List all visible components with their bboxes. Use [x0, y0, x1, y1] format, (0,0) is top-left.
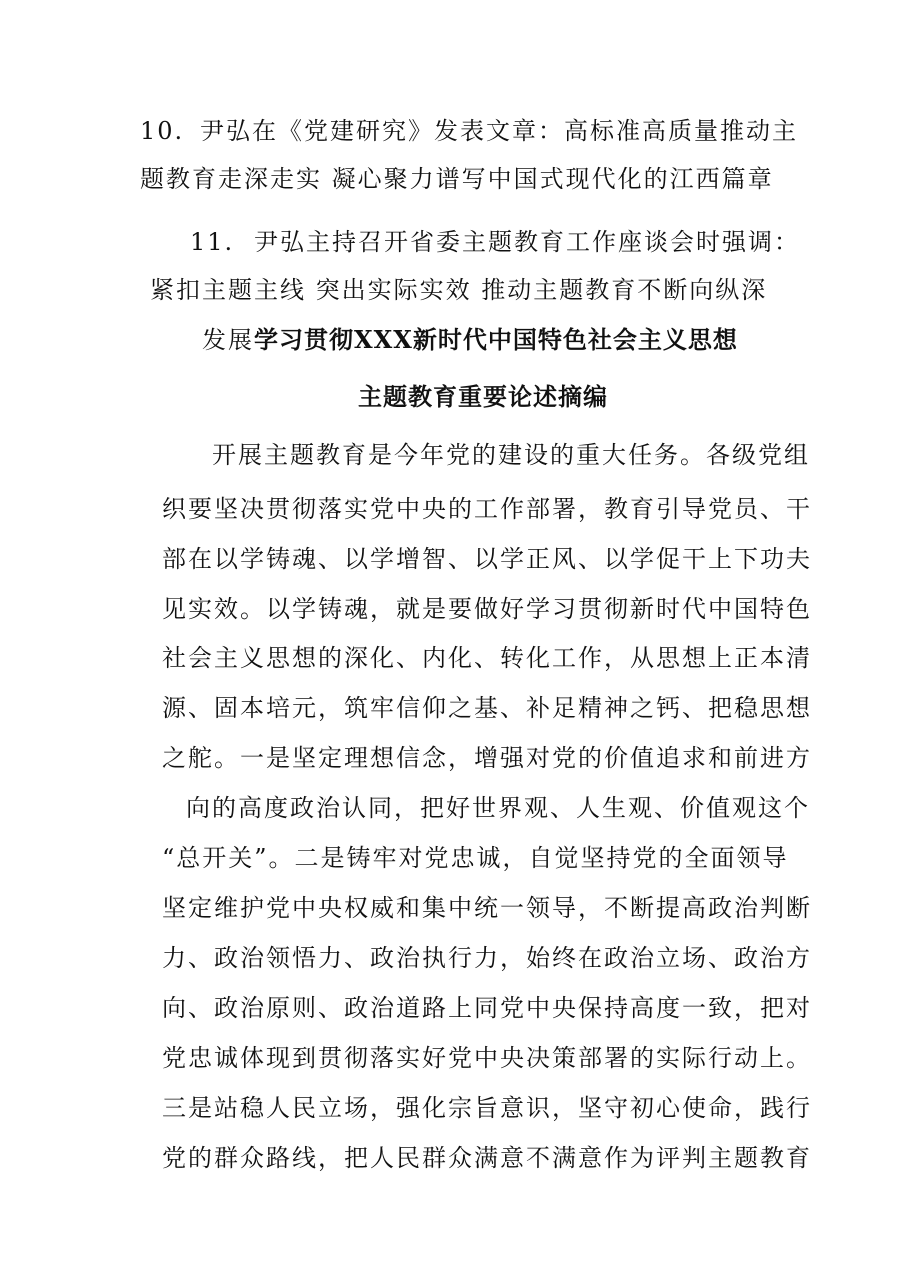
item-11-number: 11.: [190, 228, 235, 256]
item-11-line-3-with-heading: [202, 325, 738, 355]
heading-line-2: 主题教育重要论述摘编: [358, 382, 608, 411]
body-line-11: 力、政治领悟力、政治执行力，始终在政治立场、政治方: [162, 944, 812, 972]
item-10-number: 10.: [140, 117, 185, 145]
body-line-10: 坚定维护党中央权威和集中统一领导，不断提高政治判断: [162, 894, 812, 922]
body-line-3: 部在以学铸魂、以学增智、以学正风、以学促干上下功夫: [162, 545, 812, 573]
body-line-7: 之舵。一是坚定理想信念，增强对党的价值追求和前进方: [162, 744, 812, 772]
item-11-text-line-3: 发展: [202, 326, 254, 354]
body-line-14: 三是站稳人民立场，强化宗旨意识，坚守初心使命，践行: [162, 1094, 812, 1122]
item-11-line-1: [190, 227, 800, 257]
body-line-5: 社会主义思想的深化、内化、转化工作，从思想上正本清: [162, 644, 812, 672]
body-line-2: 织要坚决贯彻落实党中央的工作部署，教育引导党员、干: [162, 495, 812, 523]
item-11-line-2: 紧扣主题主线 突出实际实效 推动主题教育不断向纵深: [150, 276, 768, 304]
body-line-13: 党忠诚体现到贯彻落实好党中央决策部署的实际行动上。: [162, 1044, 812, 1072]
heading-line-1: 学习贯彻XXX新时代中国特色社会主义思想: [254, 325, 738, 354]
item-10-line-1: [140, 116, 798, 146]
body-line-4: 见实效。以学铸魂，就是要做好学习贯彻新时代中国特色: [162, 595, 812, 623]
body-line-8: 向的高度政治认同，把好世界观、人生观、价值观这个: [186, 794, 810, 822]
item-11-text-line-1: 尹弘主持召开省委主题教育工作座谈会时强调：: [254, 228, 800, 256]
body-line-9: “总开关”。二是铸牢对党忠诚，自觉坚持党的全面领导: [162, 844, 789, 872]
item-10-line-2: 题教育走深走实 凝心聚力谱写中国式现代化的江西篇章: [140, 165, 774, 193]
body-line-6: 源、固本培元，筑牢信仰之基、补足精神之钙、把稳思想: [162, 694, 812, 722]
body-line-15: 党的群众路线，把人民群众满意不满意作为评判主题教育: [162, 1144, 812, 1172]
body-line-12: 向、政治原则、政治道路上同党中央保持高度一致，把对: [162, 994, 812, 1022]
body-line-1: 开展主题教育是今年党的建设的重大任务。各级党组: [212, 441, 810, 469]
item-10-text-line-1: 尹弘在《党建研究》发表文章：高标准高质量推动主: [200, 117, 798, 145]
